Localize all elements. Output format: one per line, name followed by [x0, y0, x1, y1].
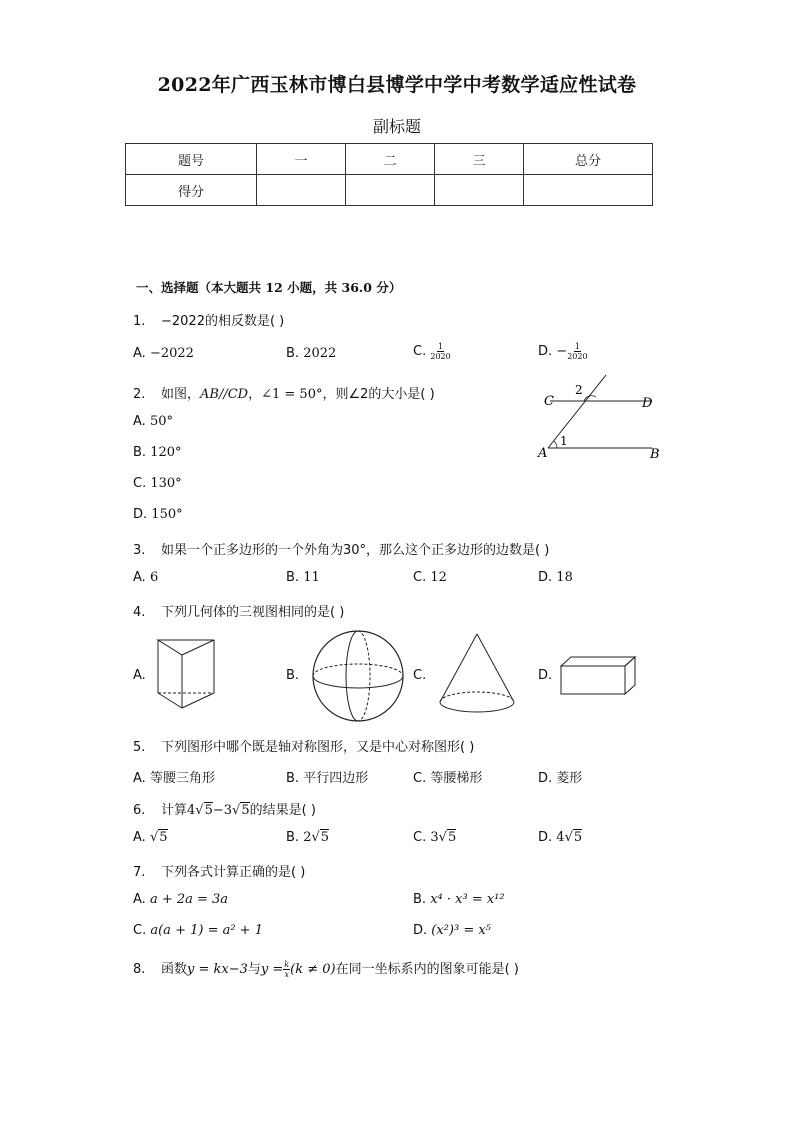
label-b: B: [650, 447, 660, 462]
question-1: [133, 310, 284, 329]
question-number: 4.: [133, 605, 146, 620]
question-stem: −2022的相反数是( ): [161, 314, 285, 329]
option-a[interactable]: A. −2022: [133, 346, 194, 361]
question-number: 2.: [133, 387, 146, 402]
sphere-icon: [308, 628, 408, 724]
question-8: 8. 函数y = kx−3与y = $\frac{k}{x}$ (k ≠ 0)在同一坐标系内的图象可能是( ): [133, 960, 519, 979]
section-note2: 小题，共: [287, 280, 338, 295]
option-d[interactable]: D. 150°: [133, 507, 183, 522]
score-table-header-row: [126, 144, 653, 175]
option-a[interactable]: A. 6: [133, 570, 159, 585]
option-b[interactable]: B. 2√5: [286, 830, 330, 845]
section-note: （本大题共: [198, 280, 262, 295]
exam-title: 2022年广西玉林市博白县博学中学中考数学适应性试卷: [157, 74, 637, 96]
option-c[interactable]: C. 12: [413, 570, 447, 585]
option-b[interactable]: B. 平行四边形: [286, 771, 369, 786]
option-b[interactable]: B. 2022: [286, 346, 337, 361]
option-a[interactable]: A. a + 2a = 3a: [133, 892, 229, 907]
score-table: [125, 143, 653, 206]
label-angle-2: 2: [575, 383, 583, 397]
triangular-prism-icon: [152, 635, 222, 715]
question-3: [133, 539, 549, 558]
score-header-cell: 一: [257, 144, 346, 175]
question-6: 6. 计算4√5−3√5的结果是( ): [133, 803, 316, 818]
question-stem: 下列图形中哪个既是轴对称图形，又是中心对称图形( ): [161, 740, 475, 755]
label-a: A: [538, 446, 548, 461]
question-stem: 下列几何体的三视图相同的是( ): [161, 605, 345, 620]
question-stem: 如果一个正多边形的一个外角为30°，那么这个正多边形的边数是( ): [161, 543, 550, 558]
label-angle-1: 1: [560, 434, 568, 448]
cuboid-icon: [558, 652, 640, 698]
option-c[interactable]: C. 3√5: [413, 830, 457, 845]
option-a[interactable]: A. 等腰三角形: [133, 771, 215, 786]
question-number: 6.: [133, 803, 146, 818]
score-cell[interactable]: [346, 175, 435, 206]
option-d[interactable]: D. 4√5: [538, 830, 583, 845]
question-stem: 下列各式计算正确的是( ): [161, 865, 306, 880]
option-d[interactable]: D. 菱形: [538, 771, 583, 786]
option-b[interactable]: B.: [286, 668, 300, 683]
label-d: D: [642, 396, 653, 411]
score-row-label: 得分: [126, 175, 257, 206]
option-c[interactable]: C.: [413, 668, 427, 683]
question-2: 2. 如图，AB//CD，∠1 = 50°，则∠2的大小是( ): [133, 387, 435, 402]
question-4: [133, 601, 344, 620]
score-header-cell: 二: [346, 144, 435, 175]
score-header-cell: 总分: [524, 144, 653, 175]
option-d[interactable]: D.: [538, 668, 553, 683]
option-a[interactable]: A. √5: [133, 830, 168, 845]
section-note3: 分）: [376, 280, 402, 295]
option-b[interactable]: B. x⁴ · x³ = x¹²: [413, 892, 505, 907]
cone-icon: [436, 630, 518, 720]
section-heading: [136, 278, 401, 296]
option-d[interactable]: D. − $\frac{1}{2020}$: [538, 342, 588, 361]
option-c[interactable]: C. $\frac{1}{2020}$: [413, 342, 451, 361]
option-a[interactable]: A.: [133, 668, 146, 683]
question-number: 1.: [133, 314, 146, 329]
angle-1-arc: [554, 441, 557, 448]
option-c[interactable]: C. 等腰梯形: [413, 771, 483, 786]
option-a[interactable]: A. 50°: [133, 414, 173, 429]
question-number: 8.: [133, 962, 146, 977]
question-number: 5.: [133, 740, 146, 755]
question-7: [133, 861, 305, 880]
section-score: 36.0: [341, 280, 372, 295]
option-c[interactable]: C. a(a + 1) = a² + 1: [133, 923, 263, 938]
option-b[interactable]: B. 11: [286, 570, 320, 585]
question-number: 7.: [133, 865, 146, 880]
option-c[interactable]: C. 130°: [133, 476, 182, 491]
score-cell[interactable]: [435, 175, 524, 206]
score-header-cell: 题号: [126, 144, 257, 175]
option-d[interactable]: D. 18: [538, 570, 573, 585]
option-d[interactable]: D. (x²)³ = x⁵: [413, 923, 491, 938]
score-cell[interactable]: [257, 175, 346, 206]
section-count: 12: [265, 280, 283, 295]
exam-subtitle: 副标题: [372, 117, 421, 136]
label-c: C: [544, 394, 554, 409]
parallel-lines-figure: [530, 370, 670, 465]
option-b[interactable]: B. 120°: [133, 445, 182, 460]
question-number: 3.: [133, 543, 146, 558]
section-label: 一、选择题: [136, 280, 199, 295]
score-header-cell: 三: [435, 144, 524, 175]
question-5: [133, 736, 474, 755]
score-table-score-row: [126, 175, 653, 206]
score-cell[interactable]: [524, 175, 653, 206]
